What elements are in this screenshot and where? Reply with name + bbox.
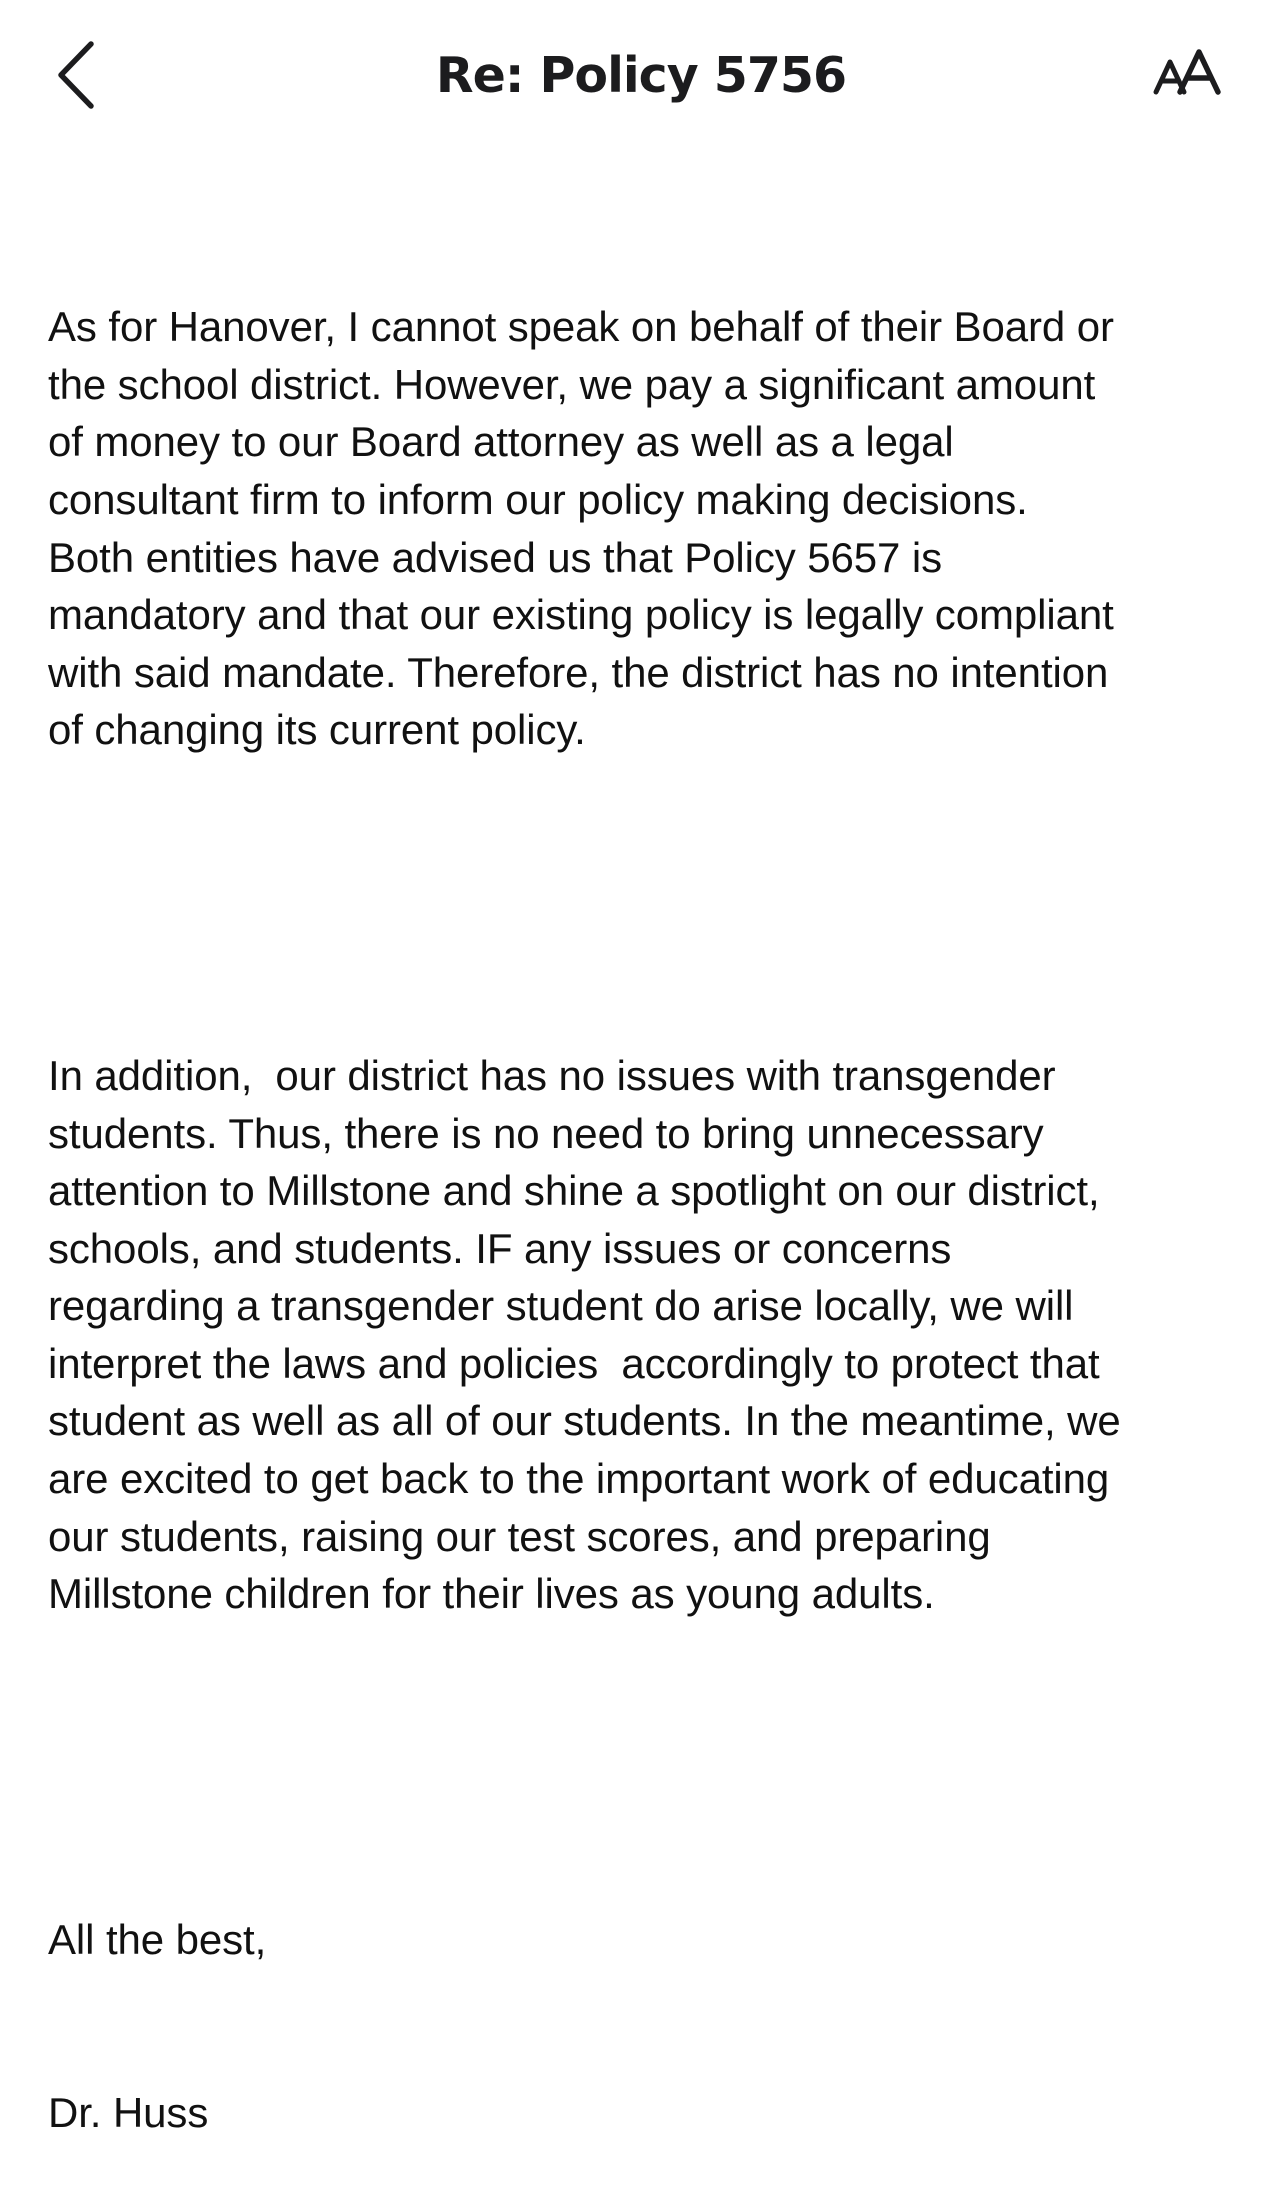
navigation-bar (0, 0, 1282, 150)
page-title: Re: Policy 5756 (435, 47, 847, 104)
paragraph-spacer (48, 874, 1263, 932)
text-size-button[interactable] (1148, 40, 1228, 110)
message-paragraph: As for Hanover, I cannot speak on behalf of their Board or the school district. However, we pay a significant amount of money to our Board attorney as well as a legal consultant firm to inform our policy making decisions. Both entities have advised us that Policy 5657 is mandatory and that our existing policy is legally compliant with said mandate. Therefore, the district has no intention of changing its current policy. (48, 303, 1114, 754)
message-signature: Dr. Huss (48, 2088, 209, 2136)
message-closing: All the best, (48, 1915, 267, 1963)
message-paragraph: In addition, our district has no issues with transgender students. Thus, there is no need to bring unnecessary attention to Millstone and shine a spotlight on our district, schools, and students. IF any issues or concerns regarding a transgender student do arise locally, we will interpret the laws and policies accordingly to protect that student as well as all of our students. In the meantime, we are excited to get back to the important work of educating our students, raising our test scores, and preparing Millstone children for their lives as young adults. (48, 1051, 1121, 1618)
paragraph-spacer (48, 1738, 1263, 1796)
text-size-icon (1148, 40, 1228, 110)
message-body (48, 183, 1263, 2199)
